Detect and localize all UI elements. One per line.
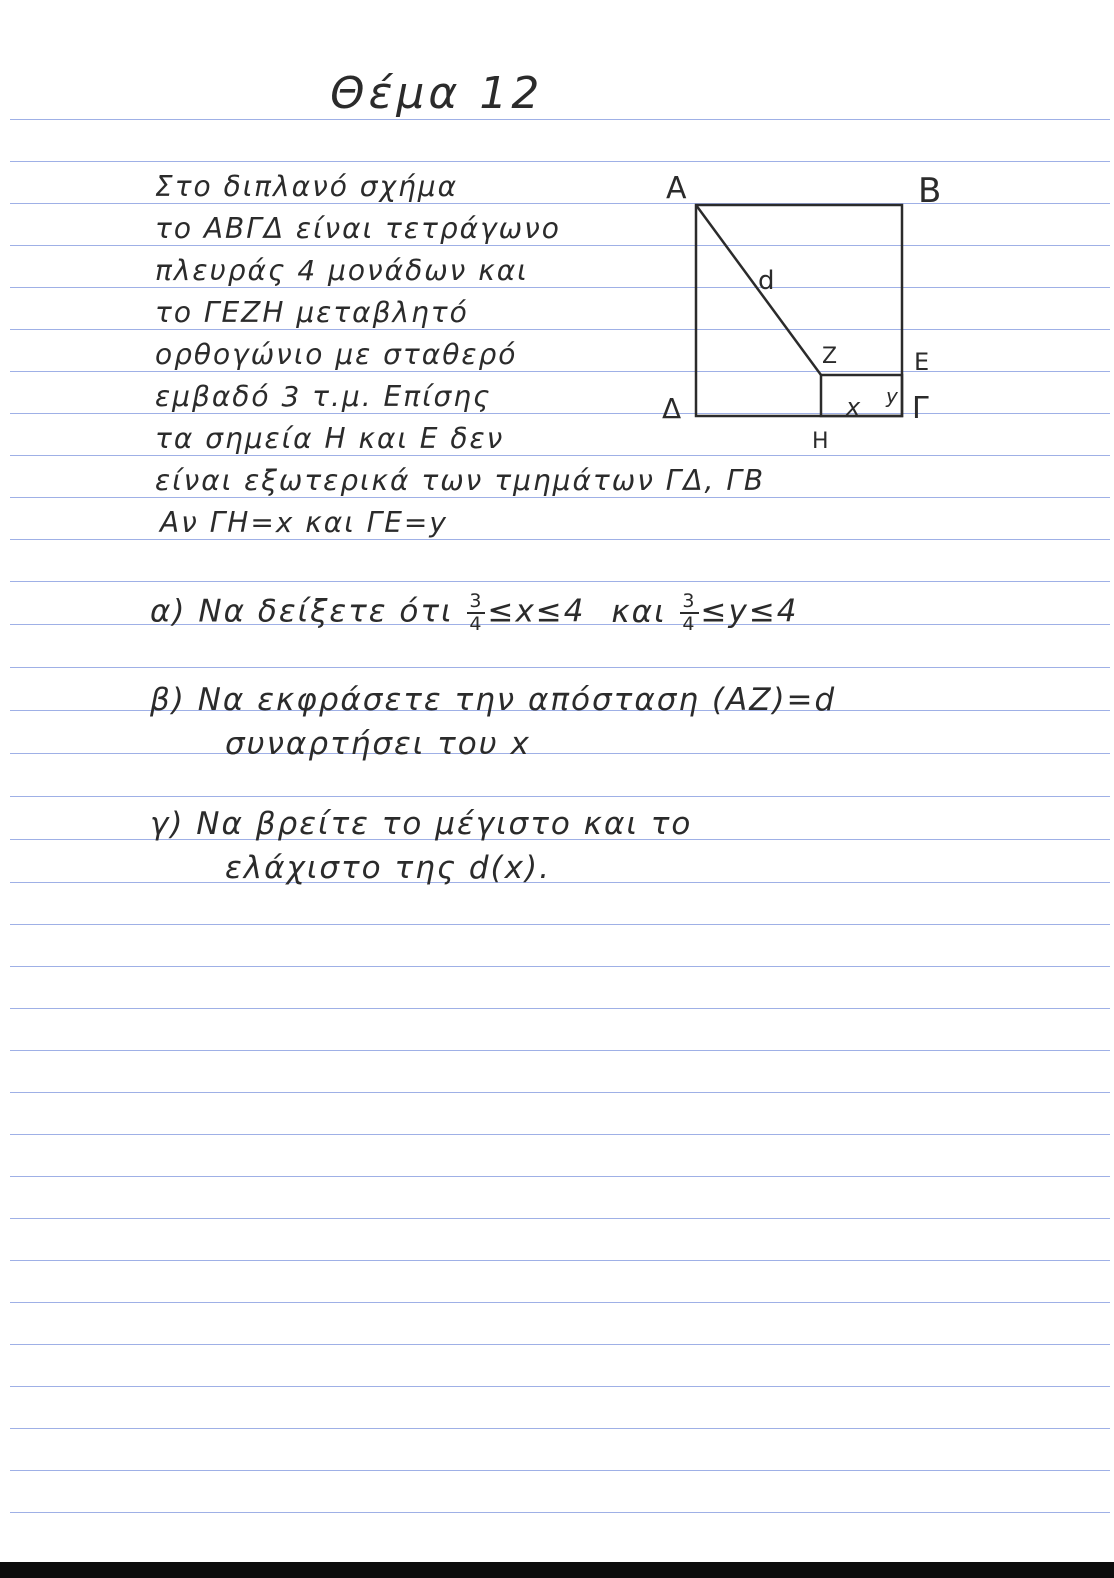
statement-line: το ΓΕΖΗ μεταβλητό (155, 296, 469, 329)
statement-line: τα σημεία Η και Ε δεν (155, 422, 505, 455)
statement-line: ορθογώνιο με σταθερό (155, 338, 518, 371)
ruled-line (10, 667, 1110, 668)
question-a-prefix: α) Να δείξετε ότι (150, 593, 454, 630)
statement-line: είναι εξωτερικά των τμημάτων ΓΔ, ΓΒ (155, 464, 766, 497)
ruled-line (10, 497, 1110, 498)
ruled-line (10, 1050, 1110, 1051)
ruled-line (10, 1428, 1110, 1429)
ruled-line (10, 966, 1110, 967)
ruled-line (10, 1344, 1110, 1345)
ruled-line (10, 1008, 1110, 1009)
label-z: Z (822, 344, 838, 369)
square-abgd (696, 205, 902, 416)
ruled-line (10, 882, 1110, 883)
question-a (150, 592, 799, 634)
question-b-line1: β) Να εκφράσετε την απόσταση (ΑΖ)=d (150, 682, 837, 718)
ruled-line (10, 796, 1110, 797)
inequality-y: ≤y≤4 (700, 593, 799, 630)
ruled-line (10, 1092, 1110, 1093)
statement-line: Αν ΓΗ=x και ΓΕ=y (160, 506, 448, 539)
label-h: H (812, 429, 829, 454)
label-d: d (758, 266, 775, 296)
ruled-line (10, 924, 1110, 925)
ruled-line (10, 581, 1110, 582)
ruled-line (10, 1218, 1110, 1219)
ruled-line (10, 753, 1110, 754)
question-c-line1: γ) Να βρείτε το μέγιστο και το (150, 806, 693, 842)
fraction-three-quarters (467, 592, 485, 634)
fraction-three-quarters (680, 592, 698, 634)
label-b: B (918, 171, 942, 211)
fraction-denominator: 4 (469, 613, 484, 635)
inequality-x: ≤x≤4 (487, 593, 586, 630)
ruled-line (10, 119, 1110, 120)
ruled-line (10, 1386, 1110, 1387)
statement-line: πλευράς 4 μονάδων και (155, 254, 529, 287)
ruled-line (10, 539, 1110, 540)
label-a: A (666, 171, 687, 206)
ruled-line (10, 1260, 1110, 1261)
square-figure (650, 165, 950, 465)
label-delta: Δ (662, 392, 682, 425)
statement-line: το ΑΒΓΔ είναι τετράγωνο (155, 212, 561, 245)
statement-line: εμβαδό 3 τ.μ. Επίσης (155, 380, 492, 413)
ruled-line (10, 1302, 1110, 1303)
fraction-numerator: 3 (682, 590, 697, 612)
label-gamma: Γ (912, 391, 929, 426)
ruled-line (10, 1176, 1110, 1177)
label-y: y (886, 384, 898, 408)
fraction-numerator: 3 (469, 590, 484, 612)
label-e: E (914, 348, 930, 376)
connector-and: και (611, 593, 667, 630)
fraction-denominator: 4 (682, 613, 697, 635)
ruled-line (10, 161, 1110, 162)
ruled-line (10, 1512, 1110, 1513)
question-b-line2: συναρτήσει του x (225, 726, 531, 762)
ruled-line (10, 1470, 1110, 1471)
statement-line: Στο διπλανό σχήμα (155, 170, 459, 203)
scan-bottom-edge (0, 1562, 1114, 1578)
question-c-line2: ελάχιστο της d(x). (225, 850, 551, 886)
label-x: x (846, 393, 861, 421)
ruled-line (10, 1134, 1110, 1135)
page-title: Θέμα 12 (330, 68, 544, 119)
